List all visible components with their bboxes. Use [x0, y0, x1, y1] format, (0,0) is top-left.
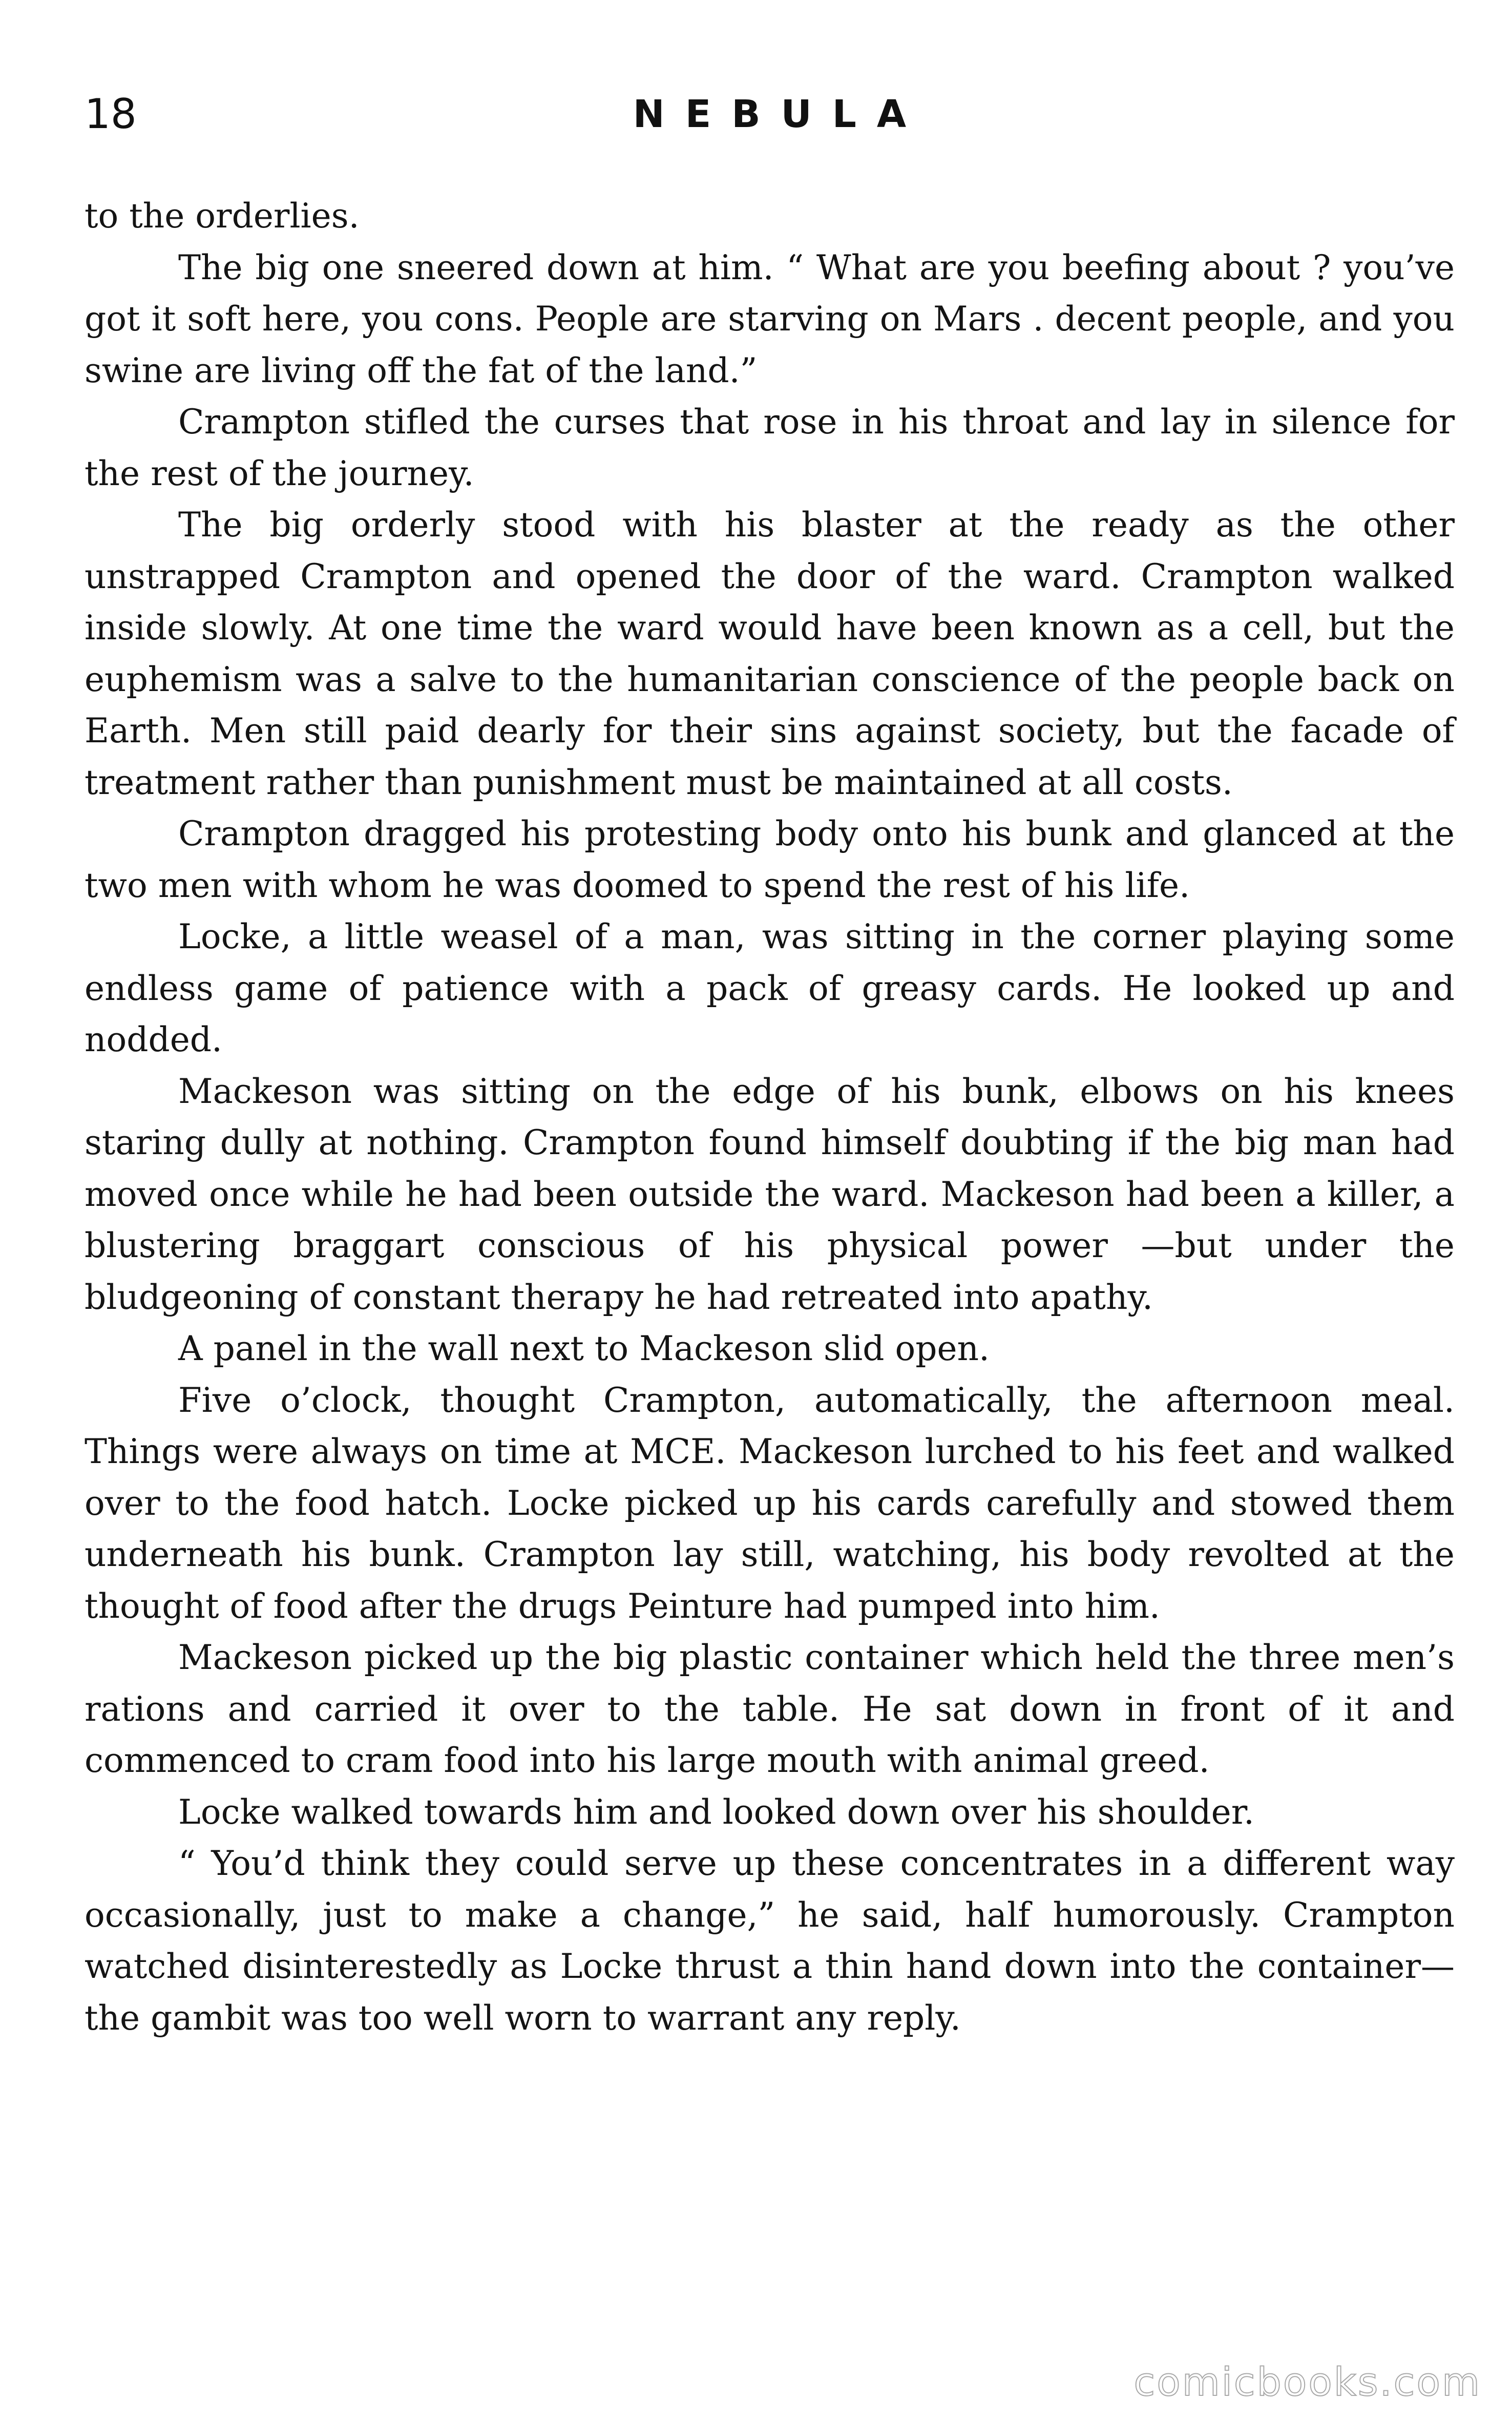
paragraph: A panel in the wall next to Mackeson slid open. [178, 1329, 990, 1368]
paragraph: Crampton dragged his protesting body onto his bunk and glanced at the two men with whom he was doomed to spend the rest of his life. [85, 814, 1455, 905]
running-title: NEBULA [633, 92, 927, 136]
body-text [85, 191, 1455, 2044]
paragraph: The big one sneered down at him. “ What are you beefing about ? you’ve got it soft here, you cons. People are starving on Mars . decent people, and you swine are living off the fat of the land.” [85, 247, 1455, 390]
paragraph: Locke, a little weasel of a man, was sitting in the corner playing some endless game of patience with a pack of greasy cards. He looked up and nodded. [85, 917, 1455, 1059]
paragraph: Mackeson picked up the big plastic container which held the three men’s rations and carried it over to the table. He sat down in front of it and commenced to cram food into his large mouth with animal greed. [85, 1638, 1455, 1780]
paragraph: The big orderly stood with his blaster at the ready as the other unstrapped Crampton and opened the door of the ward. Crampton walked inside slowly. At one time the ward would have been known as a cell, but the euphemism was a salve to the humanitarian conscience of the people back on Earth. Men still paid dearly for their sins against society, but the facade of treatment rather than punishment must be maintained at all costs. [85, 505, 1455, 802]
paragraph: Locke walked towards him and looked down over his shoulder. [178, 1792, 1255, 1832]
page-number: 18 [85, 90, 137, 138]
paragraph: “ You’d think they could serve up these concentrates in a different way occasionally, just to make a change,” he said, half humorously. Crampton watched disinterestedly as Locke thrust a thin hand down into the container—the gambit was too well worn to warrant any reply. [85, 1844, 1455, 2038]
page-header [85, 86, 1455, 153]
paragraph: Crampton stifled the curses that rose in his throat and lay in silence for the rest of the journey. [85, 402, 1455, 493]
paragraph: Five o’clock, thought Crampton, automatically, the afternoon meal. Things were always on time at MCE. Mackeson lurched to his feet and walked over to the food hatch. Locke picked up his cards carefully and stowed them underneath his bunk. Crampton lay still, watching, his body revolted at the thought of food after the drugs Peinture had pumped into him. [85, 1380, 1455, 1626]
paragraph: Mackeson was sitting on the edge of his bunk, elbows on his knees staring dully at nothing. Crampton found himself doubting if the big man had moved once while he had been outside the ward. Mackeson had been a killer, a blustering braggart conscious of his physical power —but under the bludgeoning of constant therapy he had retreated into apathy. [85, 1071, 1455, 1317]
watermark: comicbooks.com [1133, 2359, 1481, 2405]
paragraph: to the orderlies. [85, 196, 360, 236]
